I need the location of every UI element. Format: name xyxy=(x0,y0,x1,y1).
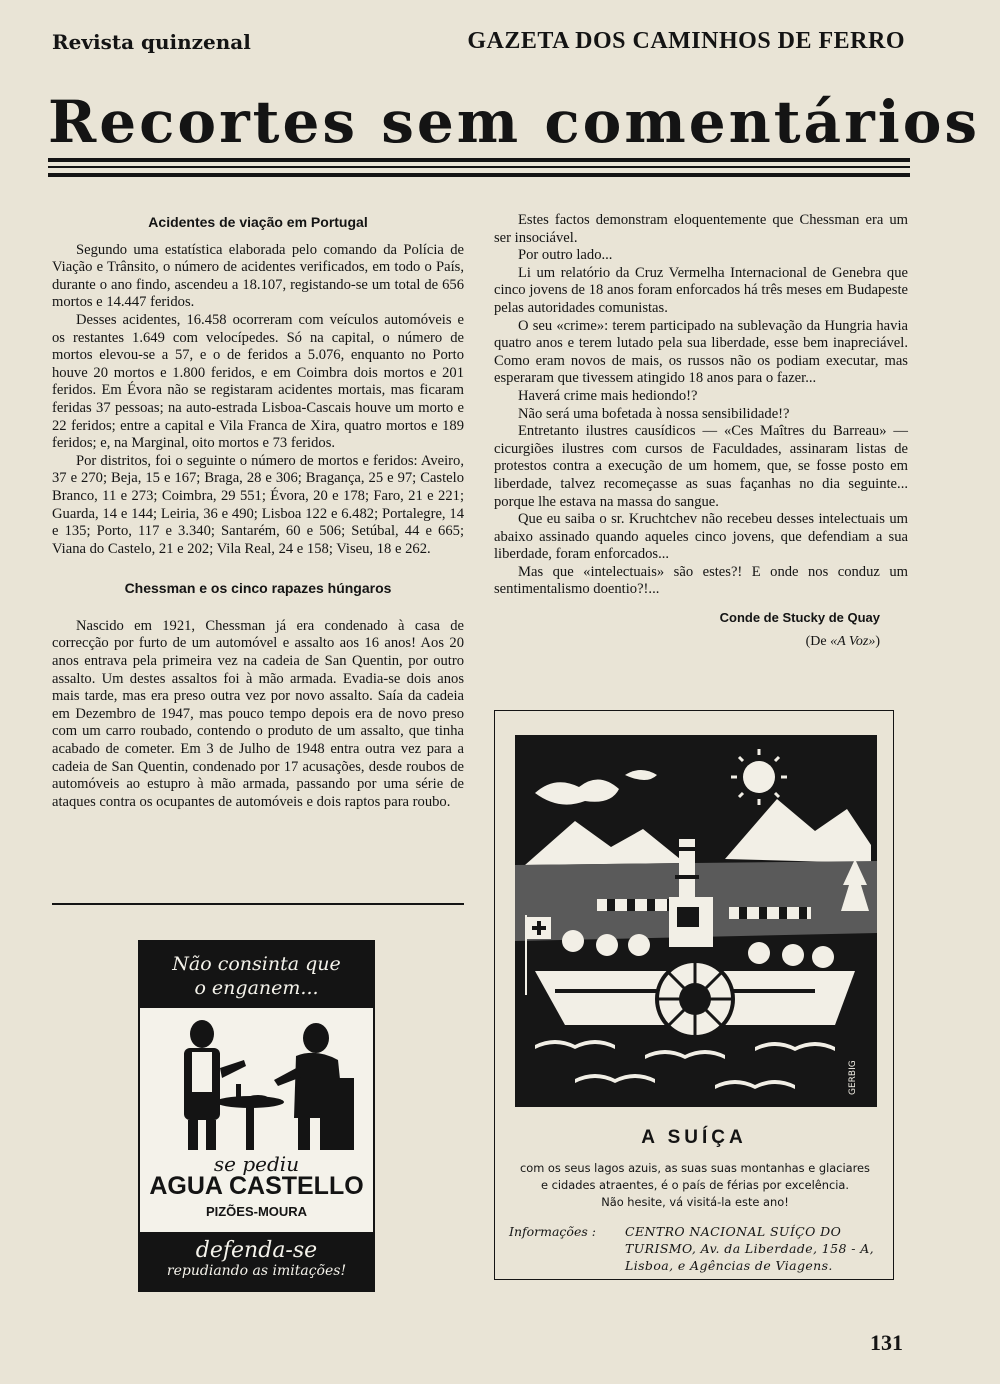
suica-body xyxy=(507,1160,883,1211)
suica-body-line1: com os seus lagos azuis, as suas suas montanhas e glaciares xyxy=(519,1161,870,1175)
article2-paragraph: Que eu saiba o sr. Kruchtchev não recebeu desses intelectuais um abaixo assinado quando aqueles cinco jovens, que defendiam a sua liberdade, foram enforcados... xyxy=(494,511,908,563)
article2-heading: Chessman e os cinco rapazes húngaros xyxy=(124,580,392,597)
suica-body-line3: Não hesite, vá visitá-la este ano! xyxy=(601,1195,789,1209)
title-rule-thick-2 xyxy=(48,173,910,177)
author-signature: Conde de Stucky de Quay xyxy=(719,610,880,626)
left-column xyxy=(52,214,464,811)
agua-castello-ad xyxy=(138,940,375,1292)
suica-info-text: CENTRO NACIONAL SUÍÇO DO TURISMO, Av. da Liberdade, 158 - A, Lisboa, e Agências de Viagens. xyxy=(625,1224,875,1273)
artist-signature: GERBIG xyxy=(848,1060,858,1095)
ad-top-line1: Não consinta que xyxy=(172,953,341,975)
article1-heading: Acidentes de viação em Portugal xyxy=(148,214,368,230)
article2-paragraph: Por outro lado... xyxy=(518,247,613,264)
article2-paragraph: Estes factos demonstram eloquentemente que Chessman era um ser insociável. xyxy=(494,212,908,246)
suica-info xyxy=(509,1223,889,1273)
source-credit xyxy=(494,633,908,651)
suica-title: A SUÍÇA xyxy=(641,1127,747,1148)
waiter-scene-illustration xyxy=(140,1008,373,1150)
steamboat-illustration xyxy=(515,735,877,1107)
left-column-divider xyxy=(52,903,464,905)
ad-bottom-line1: defenda-se xyxy=(195,1238,318,1263)
header-right: GAZETA DOS CAMINHOS DE FERRO xyxy=(467,28,905,54)
article2-paragraph: Não será uma bofetada à nossa sensibilidade!? xyxy=(518,405,790,422)
ad-brand-name: AGUA CASTELLO xyxy=(149,1172,364,1200)
article1-paragraph: Por distritos, foi o seguinte o número de mortos e feridos: Aveiro, 37 e 270; Beja, 15 e 167; Braga, 28 e 306; Bragança, 25 e 97; Castelo Branco, 11 e 273; Coimbra, 29 551; Évora, 20 e 178; Faro, 21 e 221; Guarda, 14 e 144; Leiria, 36 e 490; Lisboa 122 e 6.482; Portalegre, 14 e 135; Porto, 117 e 3.340; Santarém, 60 e 506; Setúbal, 44 e 665; Viana do Castelo, 21 e 202; Vila Real, 24 e 158; Viseu, 18 e 262. xyxy=(52,452,464,557)
article2-paragraph: Haverá crime mais hediondo!? xyxy=(518,387,698,404)
steamboat-artwork xyxy=(515,735,877,1107)
source-prefix: (De xyxy=(805,633,831,649)
suica-info-label: Informações : xyxy=(509,1224,596,1239)
title-rule-thin xyxy=(48,166,910,168)
ad-bottom-banner xyxy=(140,1232,373,1290)
right-column xyxy=(494,212,908,650)
article2-paragraph: Entretanto ilustres causídicos — «Ces Maîtres du Barreau» — cicurgiões ilustres com cursos de Faculdades, assinaram listas de protestos contra a execução de um homem, que, se fosse posto em liberdade, talvez recomeçasse as suas façanhas no dia seguinte... porque lhe estava na massa do sangue. xyxy=(494,423,908,510)
page-title: Recortes sem comentários xyxy=(48,88,981,156)
header-left: Revista quinzenal xyxy=(52,30,251,54)
suica-tourism-ad xyxy=(494,710,894,1280)
ad-brand-town: PIZÕES-MOURA xyxy=(205,1204,308,1219)
ad-top-line2: o enganem... xyxy=(194,977,319,999)
article2-paragraph: Nascido em 1921, Chessman já era condenado à casa de correcção por furto de um automóvel e assalto aos 16 anos! Aos 20 anos entrava pela primeira vez na cadeia de San Quentin, por outro assalto. Um destes assaltos foi à mão armada. Evadia-se dois anos mais tarde, mas era preso outra vez por novo assalto. Saía da cadeia em Dezembro de 1947, mas pouco tempo depois era de novo preso com um carro roubado, contendo o produto de um assalto, que tinha acabado de cometer. Em 3 de Julho de 1948 entra outra vez para a cadeia de San Quentin, condenado por 17 acusações, desde roubos de automóveis ao estupro à mão armada, passando por uma série de ataques contra os ocupantes de automóveis e dois raptos para roubo. xyxy=(52,617,464,810)
article2-paragraph: Mas que «intelectuais» são estes?! E onde nos conduz um sentimentalismo doentio?!... xyxy=(494,563,908,598)
suica-body-line2: e cidades atraentes, é o país de férias por excelência. xyxy=(541,1178,849,1192)
article2-paragraph: Li um relatório da Cruz Vermelha Internacional de Genebra que cinco jovens de 18 anos foram enforcados há três meses em Budapeste pelas autoridades comunistas. xyxy=(494,264,908,316)
page-number: 131 xyxy=(870,1330,903,1355)
article2-paragraph: O seu «crime»: terem participado na sublevação da Hungria havia quatro anos e terem lutado pela sua liberdade, esse bem inapreciável. Como eram novos de mais, os russos não os podiam executar, mas esperaram que tivessem atingido 18 anos para o fazer... xyxy=(494,317,908,387)
title-rule-thick xyxy=(48,158,910,162)
ad-bottom-line2: repudiando as imitações! xyxy=(166,1263,347,1279)
ad-se-pediu: se pediu xyxy=(213,1152,300,1176)
source-title: «A Voz» xyxy=(830,633,876,649)
source-suffix: ) xyxy=(875,633,880,649)
article1-paragraph: Segundo uma estatística elaborada pelo comando da Polícia de Viação e Trânsito, o número de acidentes verificados, em todo o País, durante o ano findo, ascendeu a 18.107, registando-se um total de 656 mortos e 14.447 feridos. xyxy=(52,241,464,311)
ad-top-banner xyxy=(140,942,373,1008)
article1-paragraph: Desses acidentes, 16.458 ocorreram com veículos automóveis e os restantes 1.649 com velocípedes. Só na capital, o número de mortos elevou-se a 57, e o de feridos a 5.076, enquanto no Porto houve 20 mortos e 1.800 feridos, e em Coimbra dois mortos e 201 feridos. Em Évora não se registaram acidentes mortais, mas ficaram feridas 37 pessoas; na auto-estrada Lisboa-Cascais houve um morto e 22 feridos; entre a capital e Vila Franca de Xira, quatro mortos e 189 feridos; e, na Marginal, oito mortos e 73 feridos. xyxy=(52,311,464,452)
